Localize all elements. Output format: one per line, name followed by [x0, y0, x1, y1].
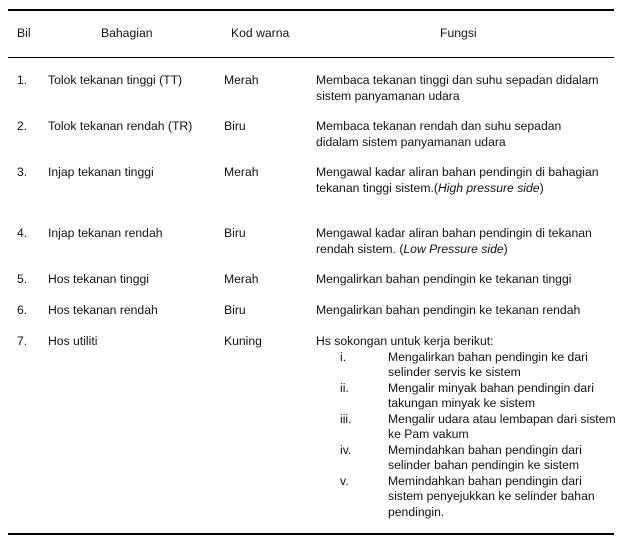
row-fungsi	[316, 303, 606, 319]
row-kod-warna: Biru	[224, 119, 246, 133]
row-kod-warna: Kuning	[224, 334, 262, 348]
sub-item-text: Memindahkan bahan pendingin dari sistem penyejukkan ke selinder bahan pendingin.	[388, 473, 595, 519]
sub-item-numeral: i.	[340, 349, 347, 364]
row-kod-warna: Biru	[224, 226, 246, 240]
fungsi-italic: High pressure side	[437, 180, 540, 195]
row-kod-warna: Merah	[224, 165, 259, 179]
row-kod-warna: Merah	[224, 272, 259, 286]
row-bahagian: Injap tekanan rendah	[48, 226, 163, 240]
bottom-rule	[8, 533, 614, 535]
sub-item-text: Memindahkan bahan pendingin dari selinder bahan pendingin ke sistem	[388, 442, 582, 472]
row-bahagian: Hos tekanan tinggi	[48, 272, 149, 286]
row-bahagian: Hos utiliti	[48, 334, 98, 348]
fungsi-end: )	[539, 180, 544, 195]
sub-item-text: Mengalirkan bahan pendingin ke dari selinder servis ke sistem	[388, 349, 588, 379]
header-kod-warna: Kod warna	[231, 26, 290, 40]
sub-item-numeral: v.	[340, 473, 349, 488]
sub-item-text: Mengalir udara atau lembapan dari sistem ke Pam vakum	[388, 411, 616, 441]
row-bahagian: Tolok tekanan tinggi (TT)	[48, 73, 183, 87]
header-bil: Bil	[17, 26, 31, 40]
fungsi-text: Mengalirkan bahan pendingin ke tekanan rendah	[316, 303, 581, 317]
row-fungsi	[316, 272, 606, 288]
row-bahagian: Injap tekanan tinggi	[48, 165, 154, 179]
row-fungsi	[316, 165, 606, 196]
sub-item-numeral: ii.	[340, 380, 349, 395]
header-fungsi: Fungsi	[440, 26, 477, 40]
row-fungsi	[316, 73, 606, 104]
row-bahagian: Tolok tekanan rendah (TR)	[48, 119, 193, 133]
header-bahagian: Bahagian	[101, 26, 153, 40]
row-kod-warna: Merah	[224, 73, 259, 87]
fungsi-text: Membaca tekanan tinggi dan suhu sepadan didalam sistem panyamanan udara	[316, 73, 599, 103]
fungsi-text: Mengawal kadar aliran bahan pendingin di tekanan rendah sistem. (	[316, 226, 592, 256]
row-fungsi	[316, 226, 606, 257]
row-number: 7.	[17, 334, 28, 348]
sub-item-numeral: iii.	[340, 411, 352, 426]
row-fungsi	[316, 334, 606, 350]
fungsi-italic: Low Pressure side	[403, 241, 504, 256]
row-fungsi	[316, 119, 606, 150]
row-number: 4.	[17, 226, 28, 240]
row-number: 2.	[17, 119, 28, 133]
row-bahagian: Hos tekanan rendah	[48, 303, 158, 317]
row-number: 5.	[17, 272, 28, 286]
top-rule	[8, 9, 614, 11]
fungsi-text: Mengalirkan bahan pendingin ke tekanan tinggi	[316, 272, 572, 286]
fungsi-text: Mengawal kadar aliran bahan pendingin di bahagian tekanan tinggi sistem.(	[316, 165, 599, 195]
row-number: 3.	[17, 165, 28, 179]
sub-item-numeral: iv.	[340, 442, 352, 457]
row-kod-warna: Biru	[224, 303, 246, 317]
fungsi-text: Hs sokongan untuk kerja berikut:	[316, 334, 494, 348]
fungsi-end: )	[503, 241, 508, 256]
fungsi-text: Membaca tekanan rendah dan suhu sepadan didalam sistem panyamanan udara	[316, 119, 562, 149]
row-number: 1.	[17, 73, 28, 87]
sub-item-text: Mengalir minyak bahan pendingin dari takungan minyak ke sistem	[388, 380, 594, 410]
header-rule	[8, 57, 614, 58]
row-number: 6.	[17, 303, 28, 317]
